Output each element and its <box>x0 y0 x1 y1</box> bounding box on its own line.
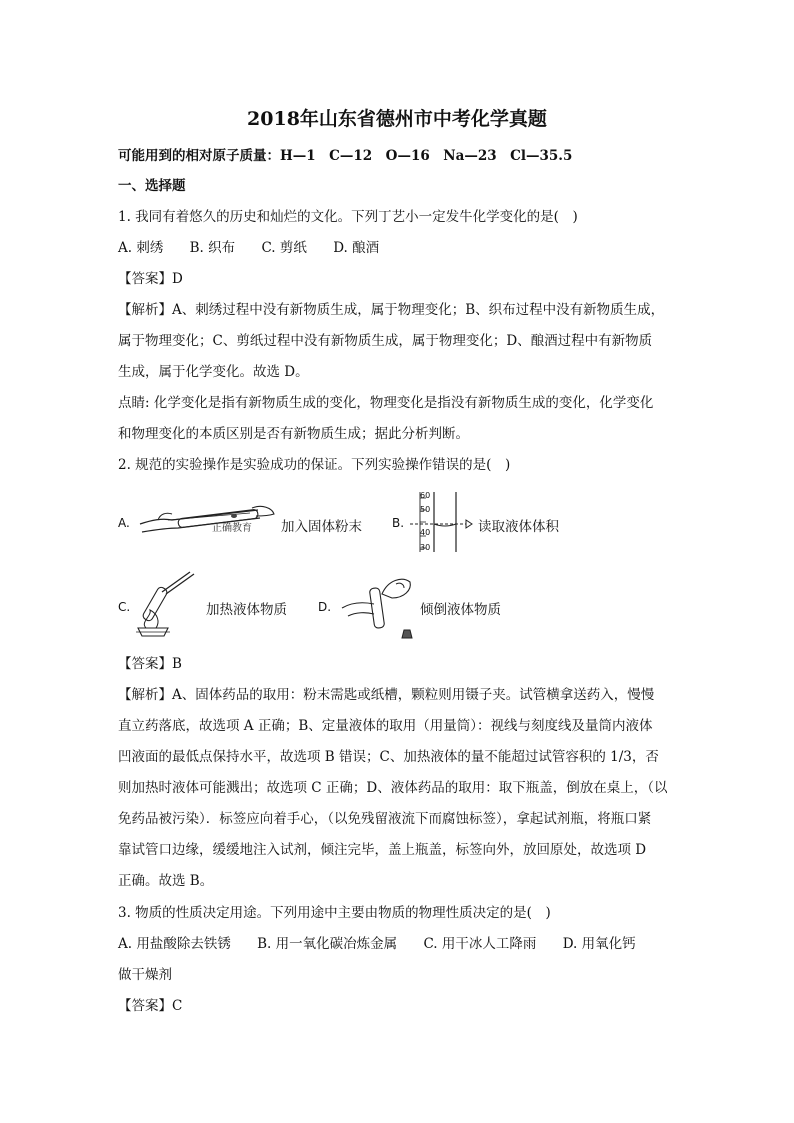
q1-answer: 【答案】D <box>118 271 183 287</box>
fig-b-letter: B. <box>392 516 405 530</box>
q2-stem: 2. 规范的实验操作是实验成功的保证。下列实验操作错误的是( ) <box>118 457 511 473</box>
q2-analysis-line: 直立药落底，故选项 A 正确；B、定量液体的取用（用量筒）：视线与刻度线及量筒内液体 <box>118 718 653 734</box>
q3-stem: 3. 物质的性质决定用途。下列用途中主要由物质的物理性质决定的是( ) <box>118 905 551 921</box>
fig-d-letter: D. <box>318 600 332 614</box>
q1-analysis-line: 生成，属于化学变化。故选 D。 <box>118 364 309 380</box>
fig-a-watermark: 正确教育 <box>212 523 252 534</box>
q3-options <box>118 934 678 954</box>
atomic-mass-line: 可能用到的相对原子质量：H—1 C—12 O—16 Na—23 Cl—35.5 <box>118 148 573 164</box>
section-heading: 一、选择题 <box>118 178 186 194</box>
q2-analysis-line: 则加热时液体可能溅出；故选项 C 正确；D、液体药品的取用：取下瓶盖，倒放在桌上，（以 <box>118 780 668 796</box>
q3-option-a: A. 用盐酸除去铁锈 <box>118 936 231 952</box>
q3-option-d-continued: 做干燥剂 <box>118 967 172 983</box>
q1-option-a: A. 刺绣 <box>118 240 164 256</box>
q3-option-d: D. 用氧化钙 <box>562 936 636 952</box>
fig-d-label: 倾倒液体物质 <box>420 602 501 618</box>
fig-c-heating-illustration <box>136 566 202 638</box>
q2-analysis-line: 正确。故选 B。 <box>118 873 214 889</box>
fig-b-label: 读取液体体积 <box>478 519 559 535</box>
q1-analysis-line: 【解析】A、刺绣过程中没有新物质生成，属于物理变化；B、织布过程中没有新物质生成， <box>118 302 665 318</box>
q3-option-b: B. 用一氧化碳冶炼金属 <box>257 936 398 952</box>
q1-option-c: C. 剪纸 <box>261 240 307 256</box>
q3-answer: 【答案】C <box>118 998 183 1014</box>
fig-a-powder-illustration <box>138 500 278 540</box>
q2-analysis-line: 免药品被污染）．标签应向着手心，（以免残留液流下而腐蚀标签），拿起试剂瓶，将瓶口紧 <box>118 811 652 827</box>
fig-c-letter: C. <box>118 600 131 614</box>
q1-option-d: D. 酿酒 <box>333 240 380 256</box>
q2-analysis-line: 靠试管口边缘，缓缓地注入试剂，倾注完毕，盖上瓶盖，标签向外，放回原处，故选项 D <box>118 842 647 858</box>
fig-a-label: 加入固体粉末 <box>281 519 362 535</box>
q1-tip-line: 点睛: 化学变化是指有新物质生成的变化，物理变化是指没有新物质生成的变化，化学变化 <box>118 395 654 411</box>
q3-option-c: C. 用干冰人工降雨 <box>423 936 537 952</box>
q1-tip-line: 和物理变化的本质区别是否有新物质生成；据此分析判断。 <box>118 426 469 442</box>
page-title: 2018年山东省德州市中考化学真题 <box>247 108 547 130</box>
q1-analysis-line: 属于物理变化；C、剪纸过程中没有新物质生成，属于物理变化；D、酿酒过程中有新物质 <box>118 333 653 349</box>
q1-options <box>118 238 678 258</box>
q2-answer: 【答案】B <box>118 656 182 672</box>
fig-a-letter: A. <box>118 516 130 530</box>
fig-b-tick: 30 <box>420 543 431 552</box>
fig-d-pouring-illustration <box>338 572 418 644</box>
q2-analysis-line: 【解析】A、固体药品的取用：粉末需匙或纸槽，颗粒则用镊子夹。试管横拿送药入，慢慢 <box>118 687 655 703</box>
q2-analysis-line: 凹液面的最低点保持水平，故选项 B 错误；C、加热液体的量不能超过试管容积的 1/3，否 <box>118 749 659 765</box>
q1-option-b: B. 织布 <box>189 240 236 256</box>
q1-stem: 1. 我同有着悠久的历史和灿烂的文化。下列丁艺小一定发牛化学变化的是( ) <box>118 209 578 225</box>
fig-c-label: 加热液体物质 <box>206 602 287 618</box>
fig-b-tick: 50 <box>420 505 431 514</box>
fig-b-tick: 40 <box>420 528 431 537</box>
fig-b-tick: 60 <box>420 491 431 500</box>
